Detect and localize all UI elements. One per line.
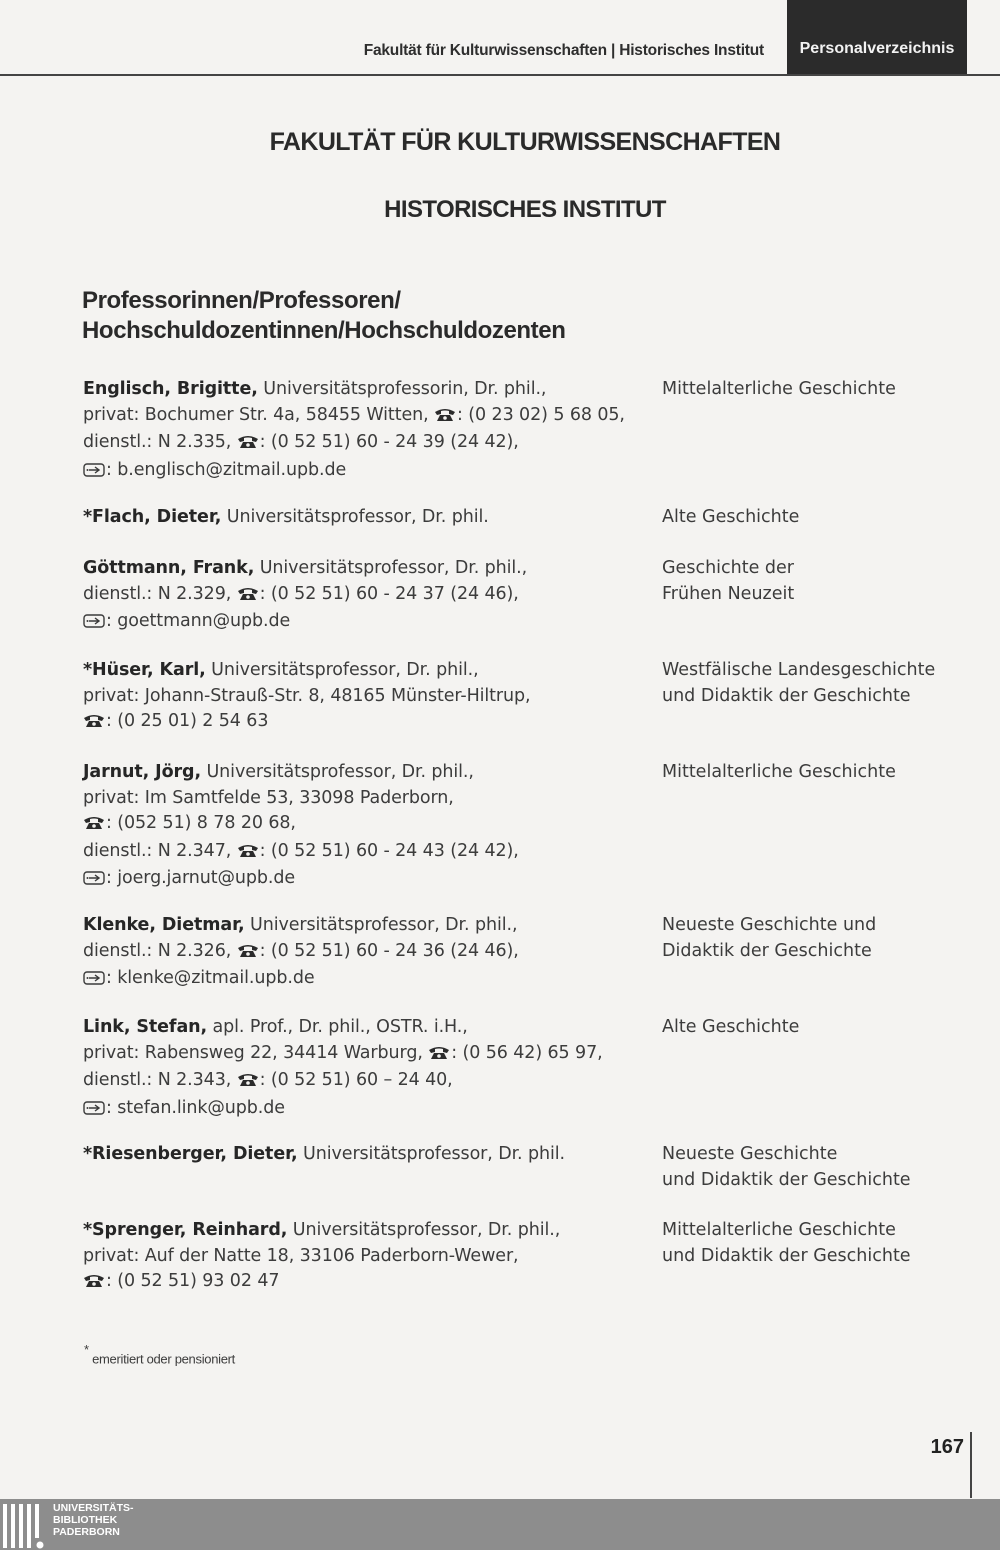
section-heading-line-2: Hochschuldozentinnen/Hochschuldozenten — [82, 317, 566, 344]
staff-entry — [83, 913, 653, 994]
staff-title: Universitätsprofessor, Dr. phil. — [297, 1144, 565, 1164]
staff-title: apl. Prof., Dr. phil., OSTR. i.H., — [207, 1017, 468, 1037]
section-heading-line-1: Professorinnen/Professoren/ — [82, 287, 401, 314]
telephone-icon — [237, 941, 259, 967]
staff-name: *Hüser, Karl, — [83, 660, 206, 680]
research-area — [662, 505, 982, 531]
office-phone: : (0 52 51) 60 - 24 43 (24 42), — [259, 840, 519, 861]
library-name-line-1: UNIVERSITÄTS- — [53, 1502, 134, 1514]
office-phone: : (0 52 51) 60 - 24 36 (24 46), — [259, 940, 519, 961]
staff-title: Universitätsprofessor, Dr. phil. — [221, 507, 489, 527]
staff-title: Universitätsprofessor, Dr. phil., — [205, 660, 479, 680]
telephone-icon — [83, 813, 105, 839]
header-rule — [0, 74, 1000, 76]
email-link[interactable]: : b.englisch@zitmail.upb.de — [106, 459, 347, 480]
research-area-line: und Didaktik der Geschichte — [662, 685, 911, 706]
private-phone: : (0 23 02) 5 68 05, — [457, 404, 625, 425]
research-area — [662, 1015, 982, 1041]
research-area-line: Westfälische Landesgeschichte — [662, 660, 936, 680]
private-address: privat: Auf der Natte 18, 33106 Paderborn-Wewer, — [83, 1245, 519, 1266]
research-area — [662, 1142, 982, 1193]
research-area-line: Didaktik der Geschichte — [662, 940, 872, 961]
email-link[interactable]: : stefan.link@upb.de — [106, 1097, 285, 1118]
research-area-line: Frühen Neuzeit — [662, 583, 795, 604]
research-area — [662, 377, 982, 403]
office-room: dienstl.: N 2.326, — [83, 940, 237, 961]
research-area-line: Mittelalterliche Geschichte — [662, 1220, 896, 1240]
research-area — [662, 556, 982, 607]
staff-name: Jarnut, Jörg, — [83, 762, 202, 782]
staff-title: Universitätsprofessor, Dr. phil., — [244, 915, 518, 935]
research-area-line: Alte Geschichte — [662, 507, 800, 527]
page-subtitle: HISTORISCHES INSTITUT — [384, 196, 666, 223]
staff-name: Link, Stefan, — [83, 1017, 208, 1037]
private-phone: : (0 52 51) 93 02 47 — [106, 1271, 280, 1292]
research-area — [662, 760, 982, 786]
office-room: dienstl.: N 2.329, — [83, 583, 237, 604]
research-area-line: Mittelalterliche Geschichte — [662, 762, 896, 782]
page-title: FAKULTÄT FÜR KULTURWISSENSCHAFTEN — [269, 128, 781, 156]
telephone-icon — [237, 584, 259, 610]
page-number-rule — [970, 1432, 972, 1498]
email-icon — [83, 1098, 105, 1124]
section-tab-label: Personalverzeichnis — [799, 40, 955, 57]
footnote-text: emeritiert oder pensioniert — [92, 1351, 235, 1367]
staff-name: Englisch, Brigitte, — [83, 379, 258, 399]
staff-entry — [83, 1142, 653, 1168]
staff-title: Universitätsprofessor, Dr. phil., — [287, 1220, 561, 1240]
staff-entry — [83, 377, 653, 485]
telephone-icon — [237, 1070, 259, 1096]
research-area — [662, 1218, 982, 1269]
email-link[interactable]: : joerg.jarnut@upb.de — [106, 868, 296, 889]
library-watermark-bar — [0, 1499, 1000, 1550]
page-number: 167 — [930, 1436, 964, 1458]
staff-entry — [83, 760, 653, 894]
email-icon — [83, 611, 105, 637]
library-name — [53, 1502, 134, 1538]
private-phone: : (0 56 42) 65 97, — [451, 1042, 603, 1063]
staff-entry — [83, 505, 653, 531]
research-area — [662, 913, 982, 964]
private-phone: : (0 25 01) 2 54 63 — [106, 711, 269, 732]
office-phone: : (0 52 51) 60 – 24 40, — [259, 1070, 453, 1091]
staff-entry — [83, 556, 653, 637]
email-icon — [83, 968, 105, 994]
section-tab — [787, 0, 967, 74]
research-area-line: Alte Geschichte — [662, 1017, 800, 1037]
office-phone: : (0 52 51) 60 - 24 37 (24 46), — [259, 583, 519, 604]
footnote — [84, 1342, 235, 1367]
research-area-line: Geschichte der — [662, 558, 794, 578]
private-address: privat: Johann-Strauß-Str. 8, 48165 Münster-Hiltrup, — [83, 685, 531, 706]
staff-entry — [83, 1218, 653, 1297]
telephone-icon — [237, 432, 259, 458]
private-address: privat: Bochumer Str. 4a, 58455 Witten, — [83, 404, 435, 425]
footnote-mark: * — [84, 1342, 89, 1357]
email-icon — [83, 460, 105, 486]
staff-name: Klenke, Dietmar, — [83, 915, 245, 935]
research-area — [662, 658, 982, 709]
staff-title: Universitätsprofessorin, Dr. phil., — [257, 379, 547, 399]
research-area-line: Neueste Geschichte — [662, 1144, 838, 1164]
staff-title: Universitätsprofessor, Dr. phil., — [201, 762, 474, 782]
office-phone: : (0 52 51) 60 - 24 39 (24 42), — [259, 432, 519, 453]
email-icon — [83, 868, 105, 894]
office-room: dienstl.: N 2.335, — [83, 432, 237, 453]
email-link[interactable]: : klenke@zitmail.upb.de — [106, 968, 315, 989]
telephone-icon — [237, 841, 259, 867]
staff-title: Universitätsprofessor, Dr. phil., — [254, 558, 528, 578]
library-name-line-3: PADERBORN — [53, 1526, 120, 1538]
staff-entry — [83, 1015, 653, 1123]
email-link[interactable]: : goettmann@upb.de — [106, 611, 291, 632]
library-logo — [0, 1500, 48, 1550]
private-phone: : (052 51) 8 78 20 68, — [106, 813, 296, 834]
staff-name: *Riesenberger, Dieter, — [83, 1144, 298, 1164]
research-area-line: und Didaktik der Geschichte — [662, 1169, 911, 1190]
staff-name: *Flach, Dieter, — [83, 507, 222, 527]
library-name-line-2: BIBLIOTHEK — [53, 1514, 118, 1526]
research-area-line: Neueste Geschichte und — [662, 915, 877, 935]
office-room: dienstl.: N 2.343, — [83, 1070, 237, 1091]
staff-name: *Sprenger, Reinhard, — [83, 1220, 288, 1240]
telephone-icon — [434, 405, 456, 431]
telephone-icon — [83, 1271, 105, 1297]
private-address: privat: Im Samtfelde 53, 33098 Paderborn, — [83, 787, 454, 808]
staff-name: Göttmann, Frank, — [83, 558, 255, 578]
research-area-line: Mittelalterliche Geschichte — [662, 379, 896, 399]
private-address: privat: Rabensweg 22, 34414 Warburg, — [83, 1042, 429, 1063]
office-room: dienstl.: N 2.347, — [83, 840, 237, 861]
telephone-icon — [83, 711, 105, 737]
section-heading — [82, 286, 682, 346]
running-header: Fakultät für Kulturwissenschaften | Historisches Institut — [363, 42, 764, 59]
research-area-line: und Didaktik der Geschichte — [662, 1245, 911, 1266]
telephone-icon — [428, 1043, 450, 1069]
staff-entry — [83, 658, 653, 737]
